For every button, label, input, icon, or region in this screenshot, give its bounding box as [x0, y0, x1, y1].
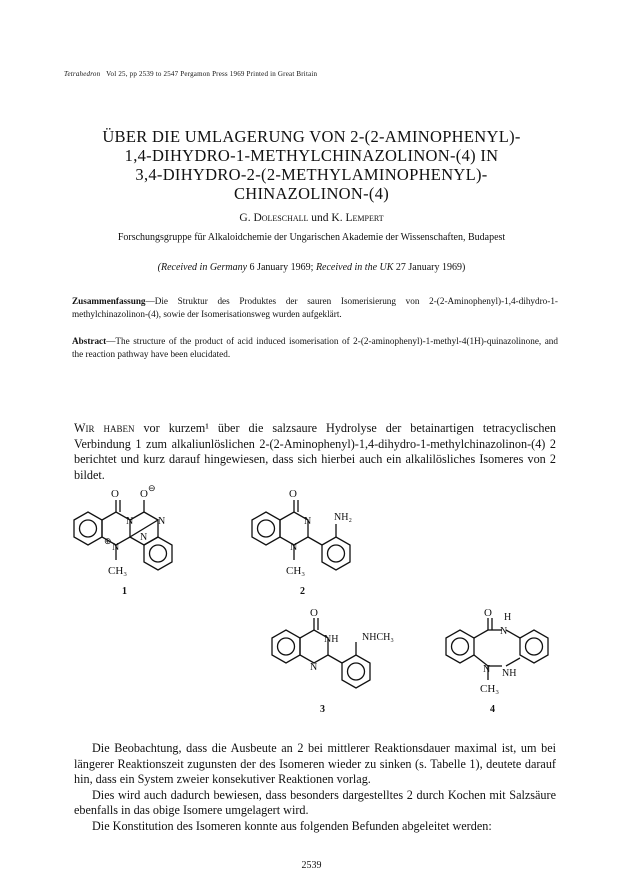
atom-label: N: [304, 516, 312, 527]
abstract-label: Abstract: [72, 336, 107, 346]
atom-label: N: [112, 542, 120, 553]
body-paragraph: Die Beobachtung, dass die Ausbeute an 2 bei mittlerer Reaktionsdauer maximal ist, um bei längerer Reaktionszeit zugunsten der des Isomeren wieder zu sinken (s. Tabelle 1), deutete darauf hin, dass ein System zweier konsekutiver Reaktionen vorlag.: [74, 741, 556, 786]
structure-label: 4: [490, 704, 495, 715]
atom-label: N: [290, 542, 298, 553]
atom-label: N: [140, 532, 148, 543]
structure-2: [238, 482, 408, 602]
structure-1: [60, 482, 235, 602]
atom-label: O: [111, 488, 119, 500]
title-line: CHINAZOLINON-(4): [233, 184, 390, 203]
atom-label: O: [484, 608, 492, 619]
structure-label: 2: [300, 586, 305, 597]
atom-label: N: [500, 626, 508, 637]
title-line: ÜBER DIE UMLAGERUNG VON 2-(2-AMINOPHENYL)-: [102, 127, 521, 146]
journal-header: [64, 70, 317, 78]
atom-label: ⊖: [148, 483, 156, 493]
article-title: [40, 127, 583, 203]
body-paragraph: Die Konstitution des Isomeren konnte aus folgenden Befunden abgeleitet werden:: [92, 818, 492, 833]
zusammenfassung: [72, 295, 558, 321]
abstract-text: —The structure of the product of acid induced isomerisation of 2-(2-aminophenyl)-1-methyl-4(1H)-quinazolinone, and the reaction pathway have been elucidated.: [72, 336, 558, 359]
atom-label: N: [158, 516, 166, 527]
atom-label: CH₃: [480, 683, 500, 695]
title-line: 1,4-DIHYDRO-1-METHYLCHINAZOLINON-(4) IN: [124, 146, 499, 165]
atom-label: CH₃: [286, 565, 306, 577]
received-date: 27 January: [395, 262, 440, 273]
author-name: K. Lempert: [331, 212, 384, 224]
received-year: 1969): [442, 262, 466, 273]
atom-label: NH₂: [334, 512, 352, 523]
atom-label: N: [310, 662, 318, 673]
structure-4: [436, 608, 586, 720]
title-line: 3,4-DIHYDRO-2-(2-METHYLAMINOPHENYL)-: [135, 165, 488, 184]
atom-label: NH: [502, 668, 517, 679]
received-text: (Received in Germany: [157, 262, 248, 273]
journal-citation: Vol 25, pp 2539 to 2547 Pergamon Press 1969 Printed in Great Britain: [106, 70, 318, 78]
received-date: 6 January: [249, 262, 289, 273]
zusammenfassung-text: —Die Struktur des Produktes der sauren Isomerisierung von 2-(2-Aminophenyl)-1,4-dihydro-1-methylchinazolinon-(4), sowie der Isomerisationsweg wurden aufgeklärt.: [72, 296, 558, 319]
atom-label: O: [289, 488, 297, 500]
structure-label: 1: [122, 586, 127, 597]
page-number: 2539: [301, 860, 322, 871]
intro-text: vor kurzem¹ über die salzsaure Hydrolyse der betainartigen tetracyclischen Verbindung 1 zum alkaliunlöslichen 2-(2-Aminophenyl)-1,4-dihydro-1-methylchinazolinon-(4) 2 berichtet und kurz darauf hingewiesen, dass sich hierbei auch ein alkalilösliches Isomeres von 2 bildet.: [74, 421, 556, 482]
received-year: 1969;: [290, 262, 314, 273]
atom-label: N: [126, 516, 134, 527]
structure-3: [262, 608, 432, 720]
received-dates: [0, 262, 623, 273]
atom-label: O: [140, 488, 148, 500]
author-name: G. Doleschall: [239, 212, 309, 224]
received-text: Received in the UK: [315, 262, 394, 273]
author-line: [0, 212, 623, 224]
author-conjunction: und: [311, 212, 329, 224]
intro-paragraph: [74, 421, 556, 483]
atom-label: H: [504, 612, 512, 623]
zusammenfassung-label: Zusammenfassung: [72, 296, 146, 306]
structure-label: 3: [320, 704, 325, 715]
atom-label: O: [310, 608, 318, 619]
atom-label: CH₃: [108, 565, 128, 577]
atom-label: NHCH₃: [362, 632, 394, 643]
body-paragraph: Dies wird auch dadurch bewiesen, dass besonders dargestelltes 2 durch Kochen mit Salzsäure ebenfalls in das obige Isomere umgelagert wird.: [74, 787, 556, 817]
atom-label: ⊕: [104, 536, 112, 546]
atom-label: N: [483, 664, 491, 675]
affiliation: Forschungsgruppe für Alkaloidchemie der Ungarischen Akademie der Wissenschaften, Budapest: [117, 232, 506, 243]
body-text: [74, 741, 556, 834]
journal-name: Tetrahedron: [64, 70, 101, 78]
intro-lead: Wir haben: [74, 421, 135, 435]
abstract: [72, 335, 558, 361]
atom-label: NH: [324, 634, 339, 645]
